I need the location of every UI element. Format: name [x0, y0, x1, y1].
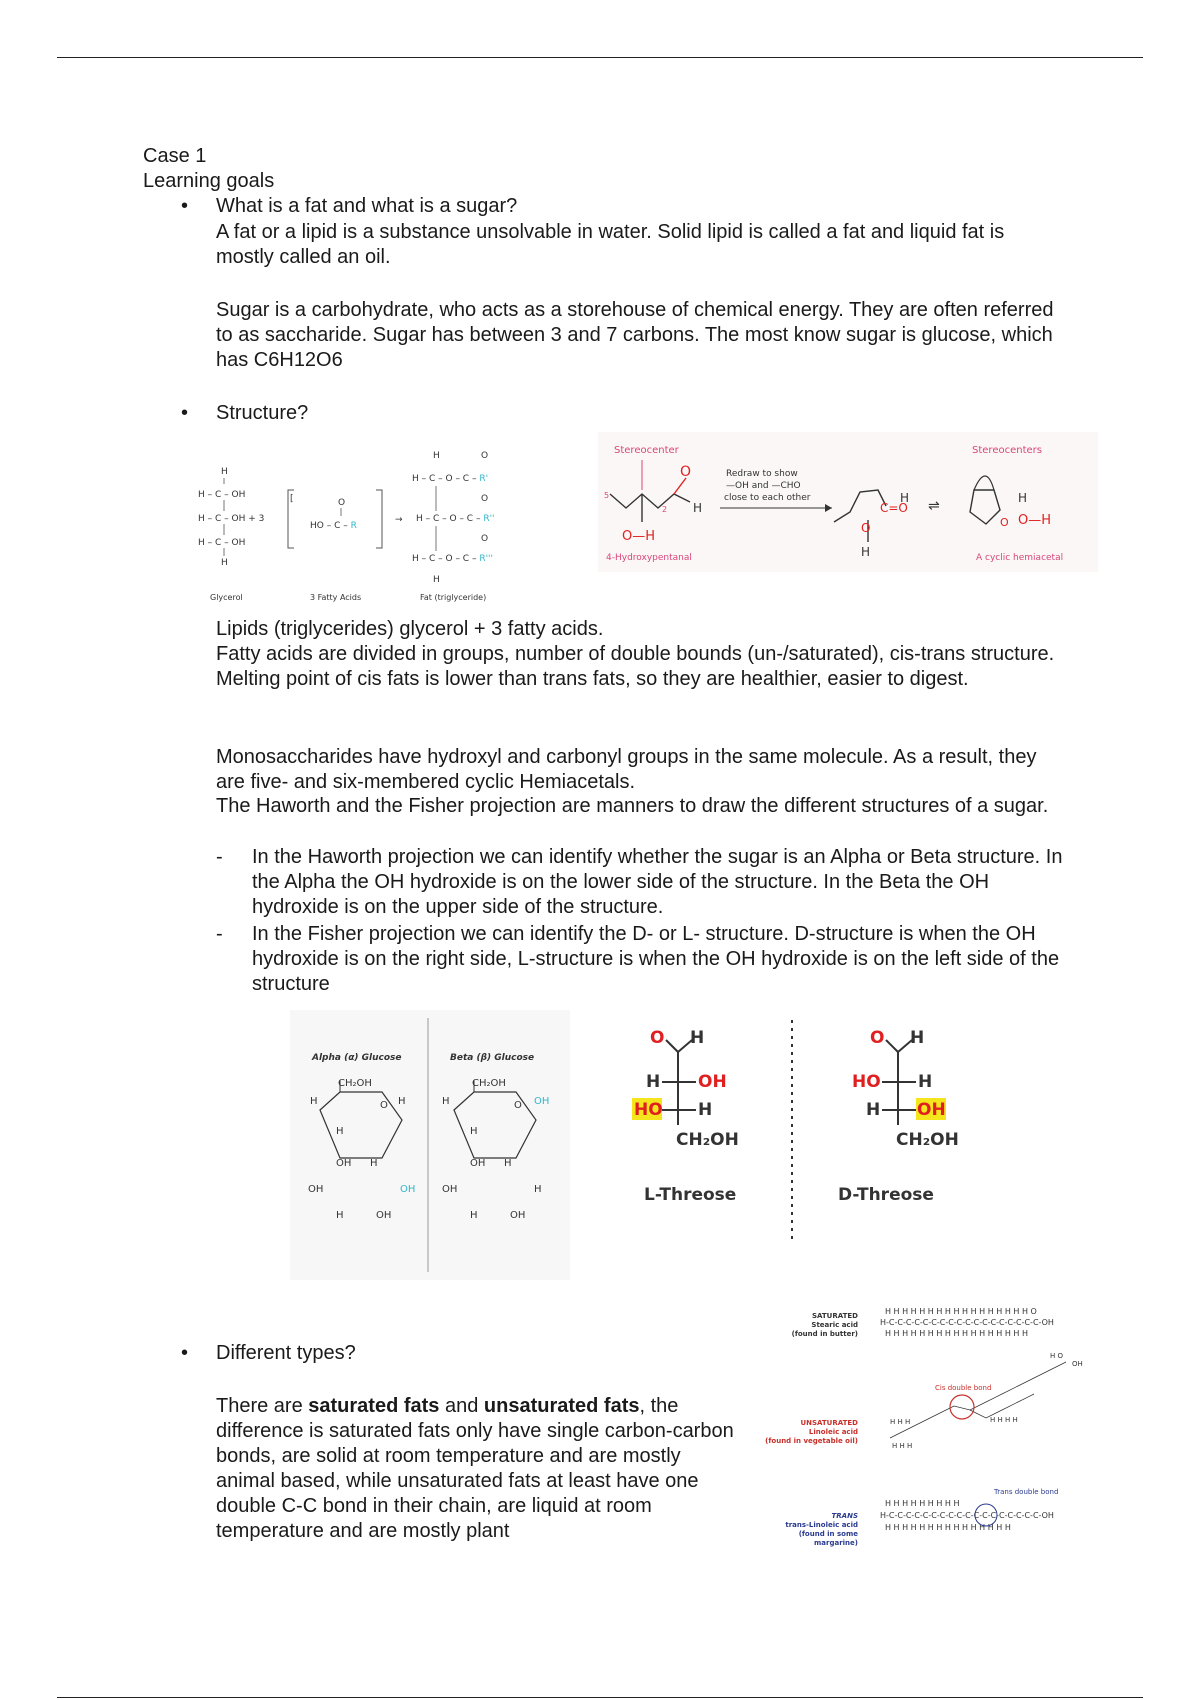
- svg-text:H: H: [646, 1072, 661, 1092]
- dash-marker: -: [216, 846, 223, 868]
- fat-label: Fat (triglyceride): [420, 593, 487, 602]
- svg-text:OH: OH: [534, 1096, 550, 1107]
- svg-text:CH₂OH: CH₂OH: [896, 1130, 959, 1150]
- haworth-figure: [290, 1010, 570, 1280]
- stearic-label: Stearic acid: [811, 1321, 858, 1329]
- stereocenter-label: Stereocenter: [614, 445, 679, 456]
- svg-text:H: H: [534, 1184, 542, 1195]
- fat-types-figure: [750, 1298, 1110, 1560]
- butter-label: (found in butter): [791, 1330, 858, 1338]
- vegetable-oil-label: (found in vegetable oil): [765, 1437, 858, 1445]
- svg-text:HO: HO: [852, 1072, 881, 1092]
- sugar-definition: Sugar is a carbohydrate, who acts as a storehouse of chemical energy. They are often referred to as saccharide. Sugar has between 3 and 7 carbons. The most know sugar is glucose, which has C6H12O6: [216, 299, 1054, 371]
- svg-text:C=O: C=O: [880, 501, 908, 515]
- header-rule: [57, 57, 1143, 58]
- svg-text:H H H: H H H: [892, 1442, 913, 1450]
- svg-text:H-C-C-C-C-C-C-C-C-C-C-C-C-C-C-: H-C-C-C-C-C-C-C-C-C-C-C-C-C-C-C-C-C-C-OH: [880, 1511, 1054, 1520]
- svg-text:H-C-C-C-C-C-C-C-C-C-C-C-C-C-C-: H-C-C-C-C-C-C-C-C-C-C-C-C-C-C-C-C-C-C-OH: [880, 1318, 1054, 1327]
- types-text-pre: There are: [216, 1395, 309, 1417]
- svg-text:H: H: [221, 467, 228, 477]
- svg-text:O—H: O—H: [622, 529, 656, 544]
- svg-text:O: O: [481, 534, 489, 544]
- saturated-label: SATURATED: [811, 1312, 858, 1320]
- svg-text:O—H: O—H: [1018, 513, 1052, 528]
- svg-text:H: H: [336, 1126, 344, 1137]
- svg-text:H: H: [1018, 491, 1028, 505]
- lipids-text: Lipids (triglycerides) glycerol + 3 fatty acids.: [216, 618, 604, 640]
- svg-text:H: H: [866, 1100, 881, 1120]
- svg-text:H: H: [910, 1028, 925, 1048]
- types-paragraph: [216, 1394, 736, 1544]
- l-threose-label: L-Threose: [644, 1185, 737, 1205]
- svg-text:O: O: [514, 1100, 522, 1111]
- unsaturated-label: UNSATURATED: [800, 1419, 858, 1427]
- svg-text:H H H H H H H H H H H H H H H: H H H H H H H H H H H H H H H H H: [885, 1329, 1028, 1338]
- svg-text:OH: OH: [470, 1158, 486, 1169]
- svg-text:H H H H: H H H H: [990, 1416, 1018, 1424]
- svg-text:H: H: [433, 451, 440, 461]
- trans-linoleic-label: trans-Linoleic acid: [785, 1521, 858, 1529]
- alpha-glucose-label: Alpha (α) Glucose: [312, 1053, 402, 1063]
- fat-definition: A fat or a lipid is a substance unsolvable in water. Solid lipid is called a fat and liquid fat is mostly called an oil.: [216, 221, 1005, 268]
- svg-text:H: H: [370, 1158, 378, 1169]
- question-fat-sugar: What is a fat and what is a sugar?: [216, 195, 518, 217]
- fatty-acids-text: Fatty acids are divided in groups, number of double bounds (un-/saturated), cis-trans structure. Melting point of cis fats is lower than trans fats, so they are healthier, easier to digest.: [216, 643, 1055, 690]
- bullet-dot: •: [181, 402, 189, 424]
- svg-text:H H H H H H H H H: H H H H H H H H H: [885, 1499, 960, 1508]
- glycerol-label: Glycerol: [210, 593, 243, 602]
- svg-text:H: H: [698, 1100, 713, 1120]
- svg-text:[: [: [290, 494, 294, 504]
- redraw-note-2: —OH and —CHO: [726, 481, 801, 491]
- svg-text:H: H: [918, 1072, 933, 1092]
- svg-text:H: H: [900, 491, 910, 505]
- svg-text:OH: OH: [400, 1184, 416, 1195]
- svg-text:O: O: [650, 1028, 665, 1048]
- svg-text:OH: OH: [510, 1210, 526, 1221]
- fatty-acids-label: 3 Fatty Acids: [310, 593, 362, 602]
- d-threose-label: D-Threose: [838, 1185, 934, 1205]
- beta-glucose-label: Beta (β) Glucose: [450, 1053, 535, 1063]
- svg-text:H – C – OH: H – C – OH: [198, 538, 246, 548]
- haworth-fisher-text: The Haworth and the Fisher projection are manners to draw the different structures of a sugar.: [216, 795, 1049, 817]
- svg-text:O: O: [481, 494, 489, 504]
- saturated-bold: saturated fats: [308, 1395, 440, 1417]
- case-title: Case 1: [143, 145, 207, 167]
- monosaccharides-text: Monosaccharides have hydroxyl and carbonyl groups in the same molecule. As a result, they are five- and six-membered cyclic Hemiacetals.: [216, 746, 1037, 793]
- margarine-label-1: (found in some: [798, 1530, 858, 1538]
- svg-text:→: →: [395, 515, 403, 525]
- svg-text:H – C – OH + 3: H – C – OH + 3: [198, 514, 265, 524]
- bullet-dot: •: [181, 195, 189, 217]
- unsaturated-bold: unsaturated fats: [483, 1395, 640, 1417]
- svg-text:CH₂OH: CH₂OH: [676, 1130, 739, 1150]
- svg-text:OH: OH: [1072, 1360, 1083, 1368]
- margarine-label-2: margarine): [814, 1539, 858, 1547]
- question-structure: Structure?: [216, 402, 309, 424]
- svg-text:O: O: [1000, 516, 1009, 529]
- svg-text:CH₂OH: CH₂OH: [472, 1078, 506, 1089]
- svg-text:O: O: [481, 451, 489, 461]
- svg-text:H – C – O – C – R'': H – C – O – C – R'': [416, 514, 495, 524]
- svg-text:H: H: [690, 1028, 705, 1048]
- svg-text:H: H: [470, 1126, 478, 1137]
- svg-text:OH: OH: [698, 1072, 727, 1092]
- svg-text:H: H: [310, 1096, 318, 1107]
- svg-text:H – C – OH: H – C – OH: [198, 490, 246, 500]
- dash-marker: -: [216, 923, 223, 945]
- linoleic-label: Linoleic acid: [808, 1428, 858, 1436]
- redraw-note-1: Redraw to show: [726, 469, 798, 479]
- types-text-post: , the difference is saturated fats only have single carbon-carbon bonds, are solid at room temperature and are mostly animal based, while unsaturated fats at least have one double C-C bond in their chain, are liquid at room temperature and are mostly plant: [216, 1395, 734, 1542]
- footer-rule: [57, 1697, 1143, 1698]
- cis-bond-label: Cis double bond: [935, 1384, 992, 1392]
- svg-text:H: H: [336, 1210, 344, 1221]
- haworth-item: In the Haworth projection we can identify whether the sugar is an Alpha or Beta structure. In the Alpha the OH hydroxide is on the lower side of the structure. In the Beta the OH hydroxide is on the upper side of the structure.: [252, 846, 1063, 918]
- svg-text:H: H: [861, 545, 871, 559]
- svg-text:5: 5: [604, 491, 610, 500]
- types-text-mid: and: [439, 1395, 484, 1417]
- svg-text:H: H: [221, 558, 228, 568]
- svg-text:H: H: [693, 501, 703, 515]
- svg-text:O: O: [870, 1028, 885, 1048]
- svg-text:H H H H H H H H H H H H H H H: H H H H H H H H H H H H H H H H H O: [885, 1307, 1037, 1316]
- svg-text:H: H: [442, 1096, 450, 1107]
- hemiacetal-figure: [598, 432, 1098, 572]
- svg-text:H H H: H H H: [890, 1418, 911, 1426]
- svg-text:O: O: [680, 464, 692, 480]
- svg-text:OH: OH: [442, 1184, 458, 1195]
- svg-text:H: H: [504, 1158, 512, 1169]
- svg-text:H: H: [470, 1210, 478, 1221]
- fisher-item: In the Fisher projection we can identify the D- or L- structure. D-structure is when the OH hydroxide is on the right side, L-structure is when the OH hydroxide is on the left side of the structure: [252, 923, 1060, 995]
- stereocenters-label: Stereocenters: [972, 445, 1042, 456]
- svg-text:2: 2: [662, 505, 668, 514]
- svg-text:CH₂OH: CH₂OH: [338, 1078, 372, 1089]
- redraw-note-3: close to each other: [724, 493, 811, 503]
- triglyceride-figure: [190, 440, 530, 610]
- hydroxypentanal-label: 4-Hydroxypentanal: [606, 553, 692, 563]
- svg-text:OH: OH: [917, 1100, 946, 1120]
- trans-bond-label: Trans double bond: [994, 1488, 1059, 1496]
- svg-text:OH: OH: [308, 1184, 324, 1195]
- svg-text:⇌: ⇌: [928, 498, 940, 514]
- svg-text:H: H: [433, 575, 440, 585]
- svg-text:HO: HO: [634, 1100, 663, 1120]
- question-types: Different types?: [216, 1342, 356, 1364]
- trans-label: TRANS: [831, 1512, 858, 1520]
- svg-text:H O: H O: [1050, 1352, 1063, 1360]
- svg-text:OH: OH: [336, 1158, 352, 1169]
- svg-text:H – C – O – C – R''': H – C – O – C – R''': [412, 554, 493, 564]
- svg-text:O: O: [380, 1100, 388, 1111]
- fischer-figure: [620, 1010, 980, 1250]
- svg-text:HO – C – R: HO – C – R: [310, 521, 357, 531]
- svg-text:O: O: [861, 521, 871, 535]
- cyclic-hemiacetal-label: A cyclic hemiacetal: [976, 553, 1064, 563]
- svg-text:H: H: [398, 1096, 406, 1107]
- svg-text:H H H H H H H H H H H H H H: H H H H H H H H H H H H H H H: [885, 1523, 1011, 1532]
- svg-text:H – C – O – C – R': H – C – O – C – R': [412, 474, 489, 484]
- bullet-dot: •: [181, 1342, 189, 1364]
- learning-goals-heading: Learning goals: [143, 170, 275, 192]
- svg-text:OH: OH: [376, 1210, 392, 1221]
- svg-text:O: O: [338, 498, 346, 508]
